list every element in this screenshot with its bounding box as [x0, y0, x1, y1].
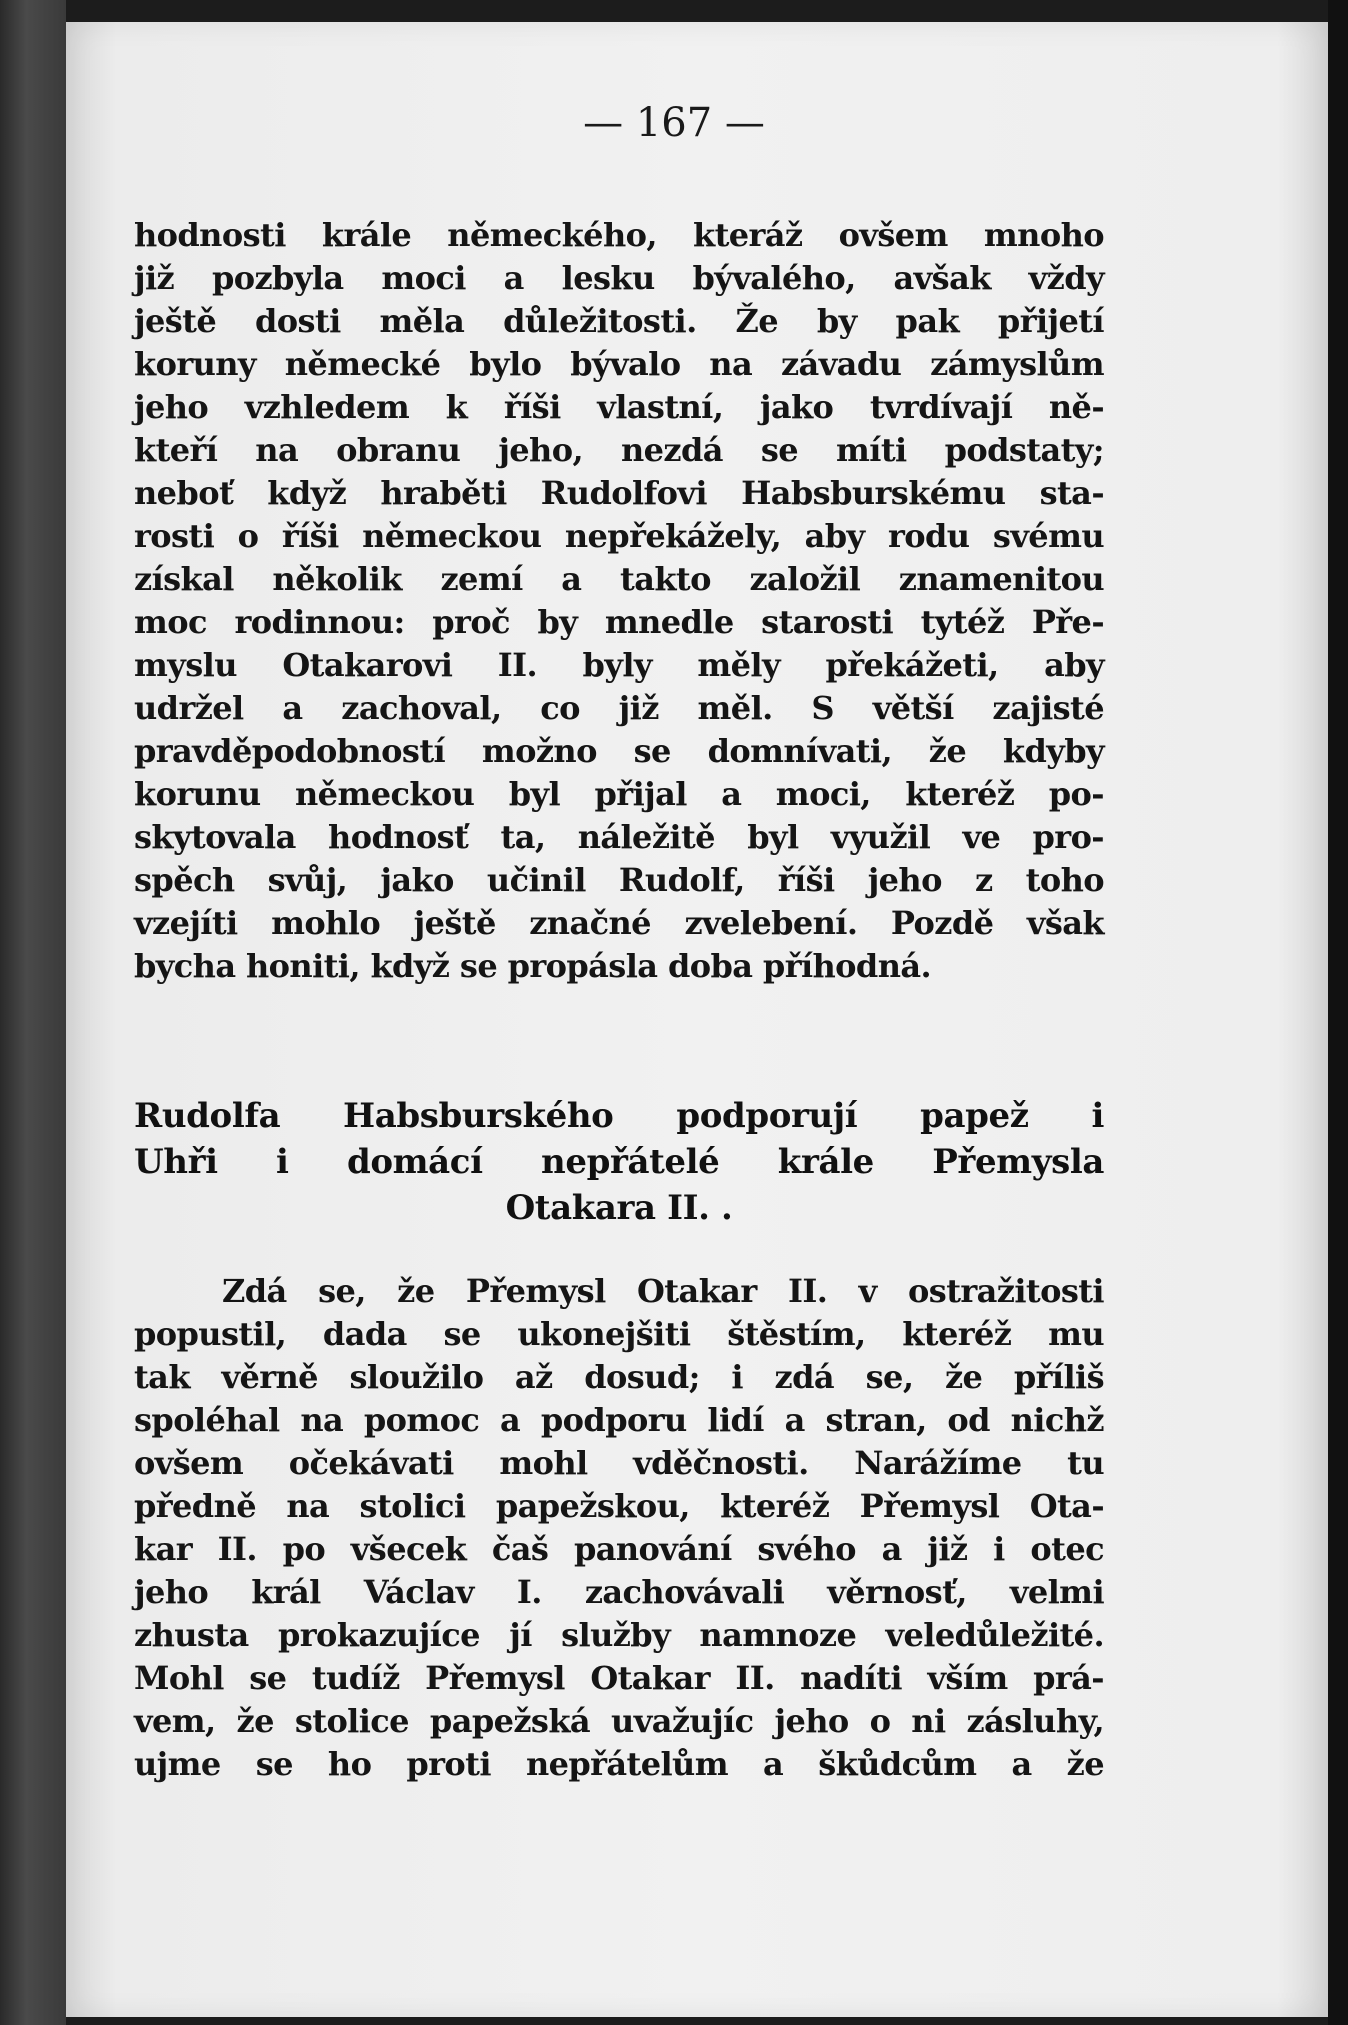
text-line: kteří na obranu jeho, nezdá se míti podstaty; [134, 431, 1104, 469]
text-line: ovšem očekávati mohl vděčnosti. Narážíme tu [134, 1444, 1104, 1482]
heading-line: Rudolfa Habsburského podporují papež i [134, 1096, 1104, 1136]
paragraph-2 [134, 1270, 1104, 1786]
text-line: ujme se ho proti nepřátelům a škůdcům a že [134, 1745, 1104, 1783]
text-line: tak věrně sloužilo až dosud; i zdá se, že příliš [134, 1358, 1104, 1396]
text-line: získal několik zemí a takto založil znamenitou [134, 560, 1104, 598]
text-line: ještě dosti měla důležitosti. Že by pak přijetí [134, 302, 1104, 340]
text-line: moc rodinnou: proč by mnedle starosti tytéž Pře- [134, 603, 1104, 641]
text-line: myslu Otakarovi II. byly měly překážeti, aby [134, 646, 1104, 684]
paragraph-1 [134, 214, 1104, 988]
text-line: neboť když hraběti Rudolfovi Habsburskému sta- [134, 474, 1104, 512]
text-line: pravděpodobností možno se domnívati, že kdyby [134, 732, 1104, 770]
text-line: jeho vzhledem k říši vlastní, jako tvrdívají ně- [134, 388, 1104, 426]
text-line: koruny německé bylo bývalo na závadu zámyslům [134, 345, 1104, 383]
text-line: vzejíti mohlo ještě značné zvelebení. Pozdě však [134, 904, 1104, 942]
text-line: bycha honiti, když se propásla doba příhodná. [134, 947, 932, 985]
facing-page-edge [0, 0, 66, 2025]
text-line: kar II. po všecek čaš panování svého a již i otec [134, 1530, 1104, 1568]
text-line: skytovala hodnosť ta, náležitě byl využil ve pro- [134, 818, 1104, 856]
text-line: spoléhal na pomoc a podporu lidí a stran, od nichž [134, 1401, 1104, 1439]
text-line: předně na stolici papežskou, kteréž Přemysl Ota- [134, 1487, 1104, 1525]
text-line: Mohl se tudíž Přemysl Otakar II. nadíti vším prá- [134, 1659, 1104, 1697]
text-line: udržel a zachoval, co již měl. S větší zajisté [134, 689, 1104, 727]
heading-line: Otakara II. . [505, 1188, 733, 1228]
text-line: jeho král Václav I. zachovávali věrnosť, velmi [134, 1573, 1104, 1611]
text-line: vem, že stolice papežská uvažujíc jeho o ni zásluhy, [134, 1702, 1104, 1740]
text-line: Zdá se, že Přemysl Otakar II. v ostražitosti [222, 1272, 1104, 1310]
scan-border [1328, 0, 1348, 2025]
text-line: hodnosti krále německého, kteráž ovšem mnoho [134, 216, 1104, 254]
text-line: spěch svůj, jako učinil Rudolf, říši jeho z toho [134, 861, 1104, 899]
text-line: zhusta prokazujíce jí služby namnoze veledůležité. [134, 1616, 1104, 1654]
page-number: — 167 — [583, 100, 765, 146]
heading-line: Uhři i domácí nepřátelé krále Přemysla [134, 1142, 1104, 1182]
text-line: rosti o říši německou nepřekážely, aby rodu svému [134, 517, 1104, 555]
text-line: již pozbyla moci a lesku bývalého, avšak vždy [134, 259, 1104, 297]
text-line: popustil, dada se ukonejšiti štěstím, kteréž mu [134, 1315, 1104, 1353]
text-line: korunu německou byl přijal a moci, kteréž po- [134, 775, 1104, 813]
section-heading [134, 1093, 1104, 1231]
